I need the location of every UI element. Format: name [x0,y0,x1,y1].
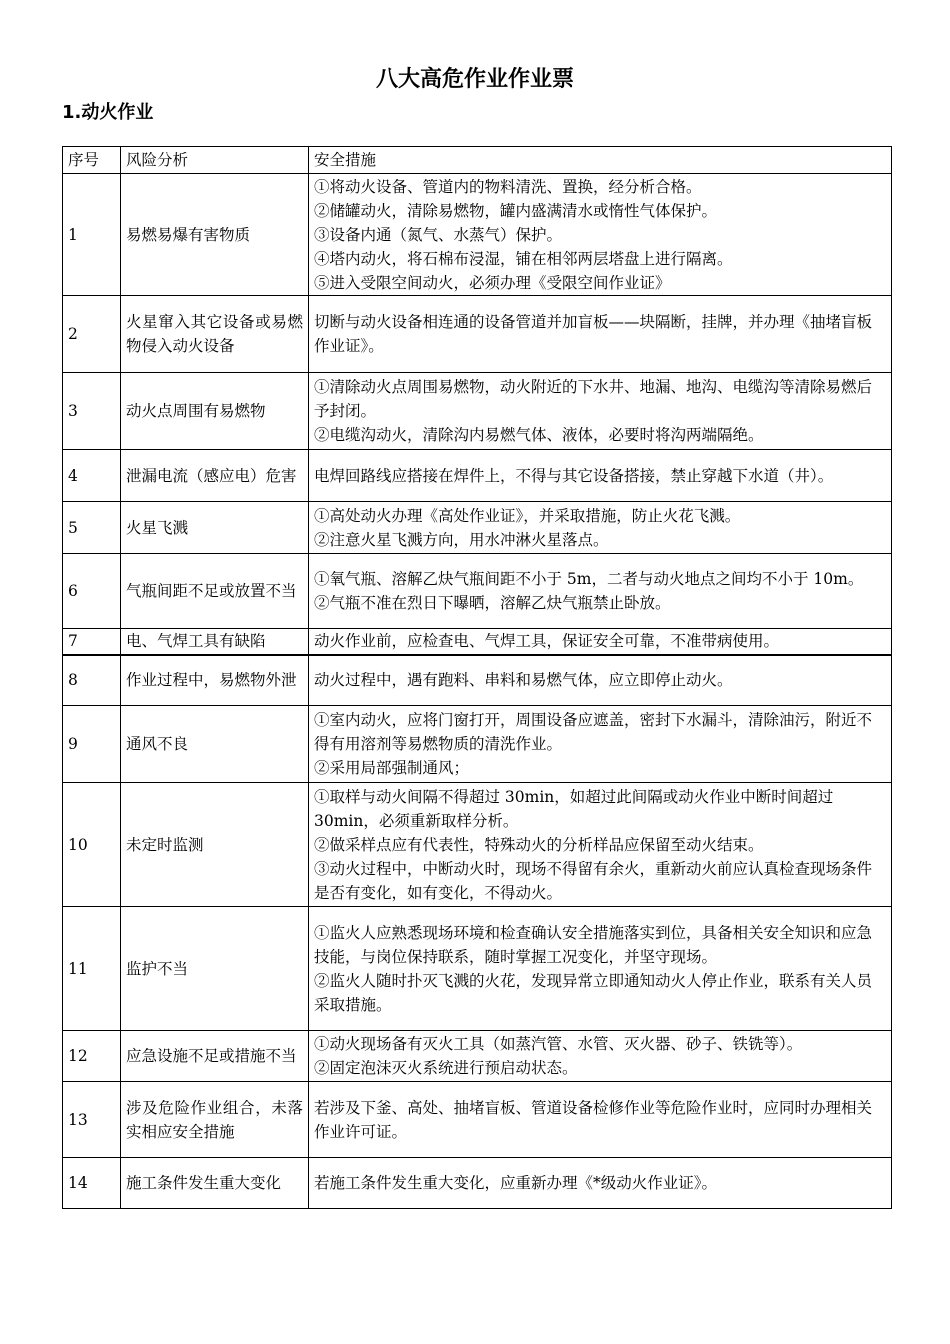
risk-analysis-cell: 气瓶间距不足或放置不当 [121,554,309,629]
risk-analysis-cell: 动火点周围有易燃物 [121,373,309,450]
safety-measures-cell [309,373,892,450]
table-row [63,450,892,502]
risk-analysis-cell: 泄漏电流（感应电）危害 [121,450,309,502]
risk-analysis-cell: 施工条件发生重大变化 [121,1158,309,1209]
row-number: 9 [63,706,121,783]
measure-item: 若施工条件发生重大变化，应重新办理《*级动火作业证》。 [314,1174,718,1192]
measure-item: ②监火人随时扑灭飞溅的火花，发现异常立即通知动火人停止作业，联系有关人员采取措施。 [314,971,873,1014]
safety-measures-cell [309,1082,892,1158]
header-measures: 安全措施 [309,147,892,174]
page-title: 八大高危作业作业票 [375,67,574,92]
table-row [63,783,892,907]
table-row [63,706,892,783]
measure-item: ④塔内动火，将石棉布浸湿，铺在相邻两层塔盘上进行隔离。 [314,249,733,268]
table-row [63,1082,892,1158]
table-row [63,907,892,1031]
safety-measures-cell [309,655,892,706]
row-number: 8 [63,655,121,706]
measure-item: 动火作业前，应检查电、气焊工具，保证安全可靠，不准带病使用。 [314,632,780,651]
row-number: 5 [63,502,121,554]
row-number: 3 [63,373,121,450]
risk-analysis-cell: 易燃易爆有害物质 [121,174,309,296]
measure-item: 切断与动火设备相连通的设备管道并加盲板——块隔断，挂牌，并办理《抽堵盲板作业证》。 [314,313,873,355]
table-row [63,1031,892,1082]
measure-item: ①动火现场备有灭火工具（如蒸汽管、水管、灭火器、砂子、铁铣等）。 [314,1035,803,1053]
table-row [63,296,892,373]
risk-analysis-cell: 涉及危险作业组合，未落实相应安全措施 [121,1082,309,1158]
measure-item: 电焊回路线应搭接在焊件上，不得与其它设备搭接，禁止穿越下水道（井）。 [314,466,834,485]
measure-item: ①清除动火点周围易燃物，动火附近的下水井、地漏、地沟、电缆沟等清除易燃后予封闭。 [314,378,873,420]
safety-measures-cell [309,1158,892,1209]
measure-item: ②储罐动火，清除易燃物，罐内盛满清水或惰性气体保护。 [314,201,718,220]
measure-item: ③设备内通（氮气、水蒸气）保护。 [314,225,563,244]
table-row [63,655,892,706]
measure-item: ②气瓶不准在烈日下曝晒，溶解乙炔气瓶禁止卧放。 [314,594,671,612]
risk-analysis-cell: 应急设施不足或措施不当 [121,1031,309,1082]
measure-item: ②固定泡沫灭火系统进行预启动状态。 [314,1059,578,1077]
risk-analysis-cell: 电、气焊工具有缺陷 [121,629,309,655]
row-number: 11 [63,907,121,1031]
safety-measures-cell [309,706,892,783]
measure-item: ②电缆沟动火，清除沟内易燃气体、液体，必要时将沟两端隔绝。 [314,426,764,444]
risk-analysis-cell: 通风不良 [121,706,309,783]
measure-item: ①高处动火办理《高处作业证》，并采取措施，防止火花飞溅。 [314,506,741,525]
measure-item: ①监火人应熟悉现场环境和检查确认安全措施落实到位，具备相关安全知识和应急技能，与岗位保持联系，随时掌握工况变化，并坚守现场。 [314,923,873,966]
header-no: 序号 [63,147,121,174]
row-number: 2 [63,296,121,373]
measure-item: ②采用局部强制通风； [314,759,470,777]
measure-item: ①氧气瓶、溶解乙炔气瓶间距不小于 5m，二者与动火地点之间均不小于 10m。 [314,570,864,588]
safety-measures-cell [309,296,892,373]
table-header-row [63,147,892,174]
section-heading: 1.动火作业 [62,102,154,123]
row-number: 1 [63,174,121,296]
measure-item: ③动火过程中，中断动火时，现场不得留有余火，重新动火前应认真检查现场条件是否有变化，如有变化，不得动火。 [314,859,873,902]
table-row [63,373,892,450]
row-number: 10 [63,783,121,907]
risk-analysis-cell: 监护不当 [121,907,309,1031]
table-row [63,502,892,554]
safety-measures-cell [309,629,892,655]
risk-analysis-cell: 未定时监测 [121,783,309,907]
safety-measures-cell [309,783,892,907]
row-number: 12 [63,1031,121,1082]
row-number: 7 [63,629,121,655]
row-number: 13 [63,1082,121,1158]
table-row [63,1158,892,1209]
measure-item: ⑤进入受限空间动火，必须办理《受限空间作业证》 [314,273,671,292]
risk-analysis-cell: 火星窜入其它设备或易燃物侵入动火设备 [121,296,309,373]
safety-measures-cell [309,502,892,554]
header-risk: 风险分析 [121,147,309,174]
safety-measures-cell [309,1031,892,1082]
measure-item: ②做采样点应有代表性，特殊动火的分析样品应保留至动火结束。 [314,835,764,854]
measure-item: ①取样与动火间隔不得超过 30min，如超过此间隔或动火作业中断时间超过 30min，必须重新取样分析。 [314,787,834,830]
measure-item: 动火过程中，遇有跑料、串料和易燃气体，应立即停止动火。 [314,671,733,690]
measure-item: ①将动火设备、管道内的物料清洗、置换，经分析合格。 [314,177,702,196]
table-row [63,554,892,629]
safety-measures-cell [309,450,892,502]
risk-analysis-cell: 火星飞溅 [121,502,309,554]
measure-item: ①室内动火，应将门窗打开，周围设备应遮盖，密封下水漏斗，清除油污，附近不得有用溶剂等易燃物质的清洗作业。 [314,711,873,753]
measure-item: 若涉及下釜、高处、抽堵盲板、管道设备检修作业等危险作业时，应同时办理相关作业许可证。 [314,1098,873,1141]
table-row [63,174,892,296]
measure-item: ②注意火星飞溅方向，用水冲淋火星落点。 [314,530,609,549]
safety-measures-cell [309,907,892,1031]
table-body [63,174,892,1209]
row-number: 6 [63,554,121,629]
row-number: 14 [63,1158,121,1209]
risk-analysis-cell: 作业过程中，易燃物外泄 [121,655,309,706]
safety-measures-cell [309,554,892,629]
table-row [63,629,892,655]
row-number: 4 [63,450,121,502]
safety-measures-cell [309,174,892,296]
risk-measure-table [62,146,892,1209]
